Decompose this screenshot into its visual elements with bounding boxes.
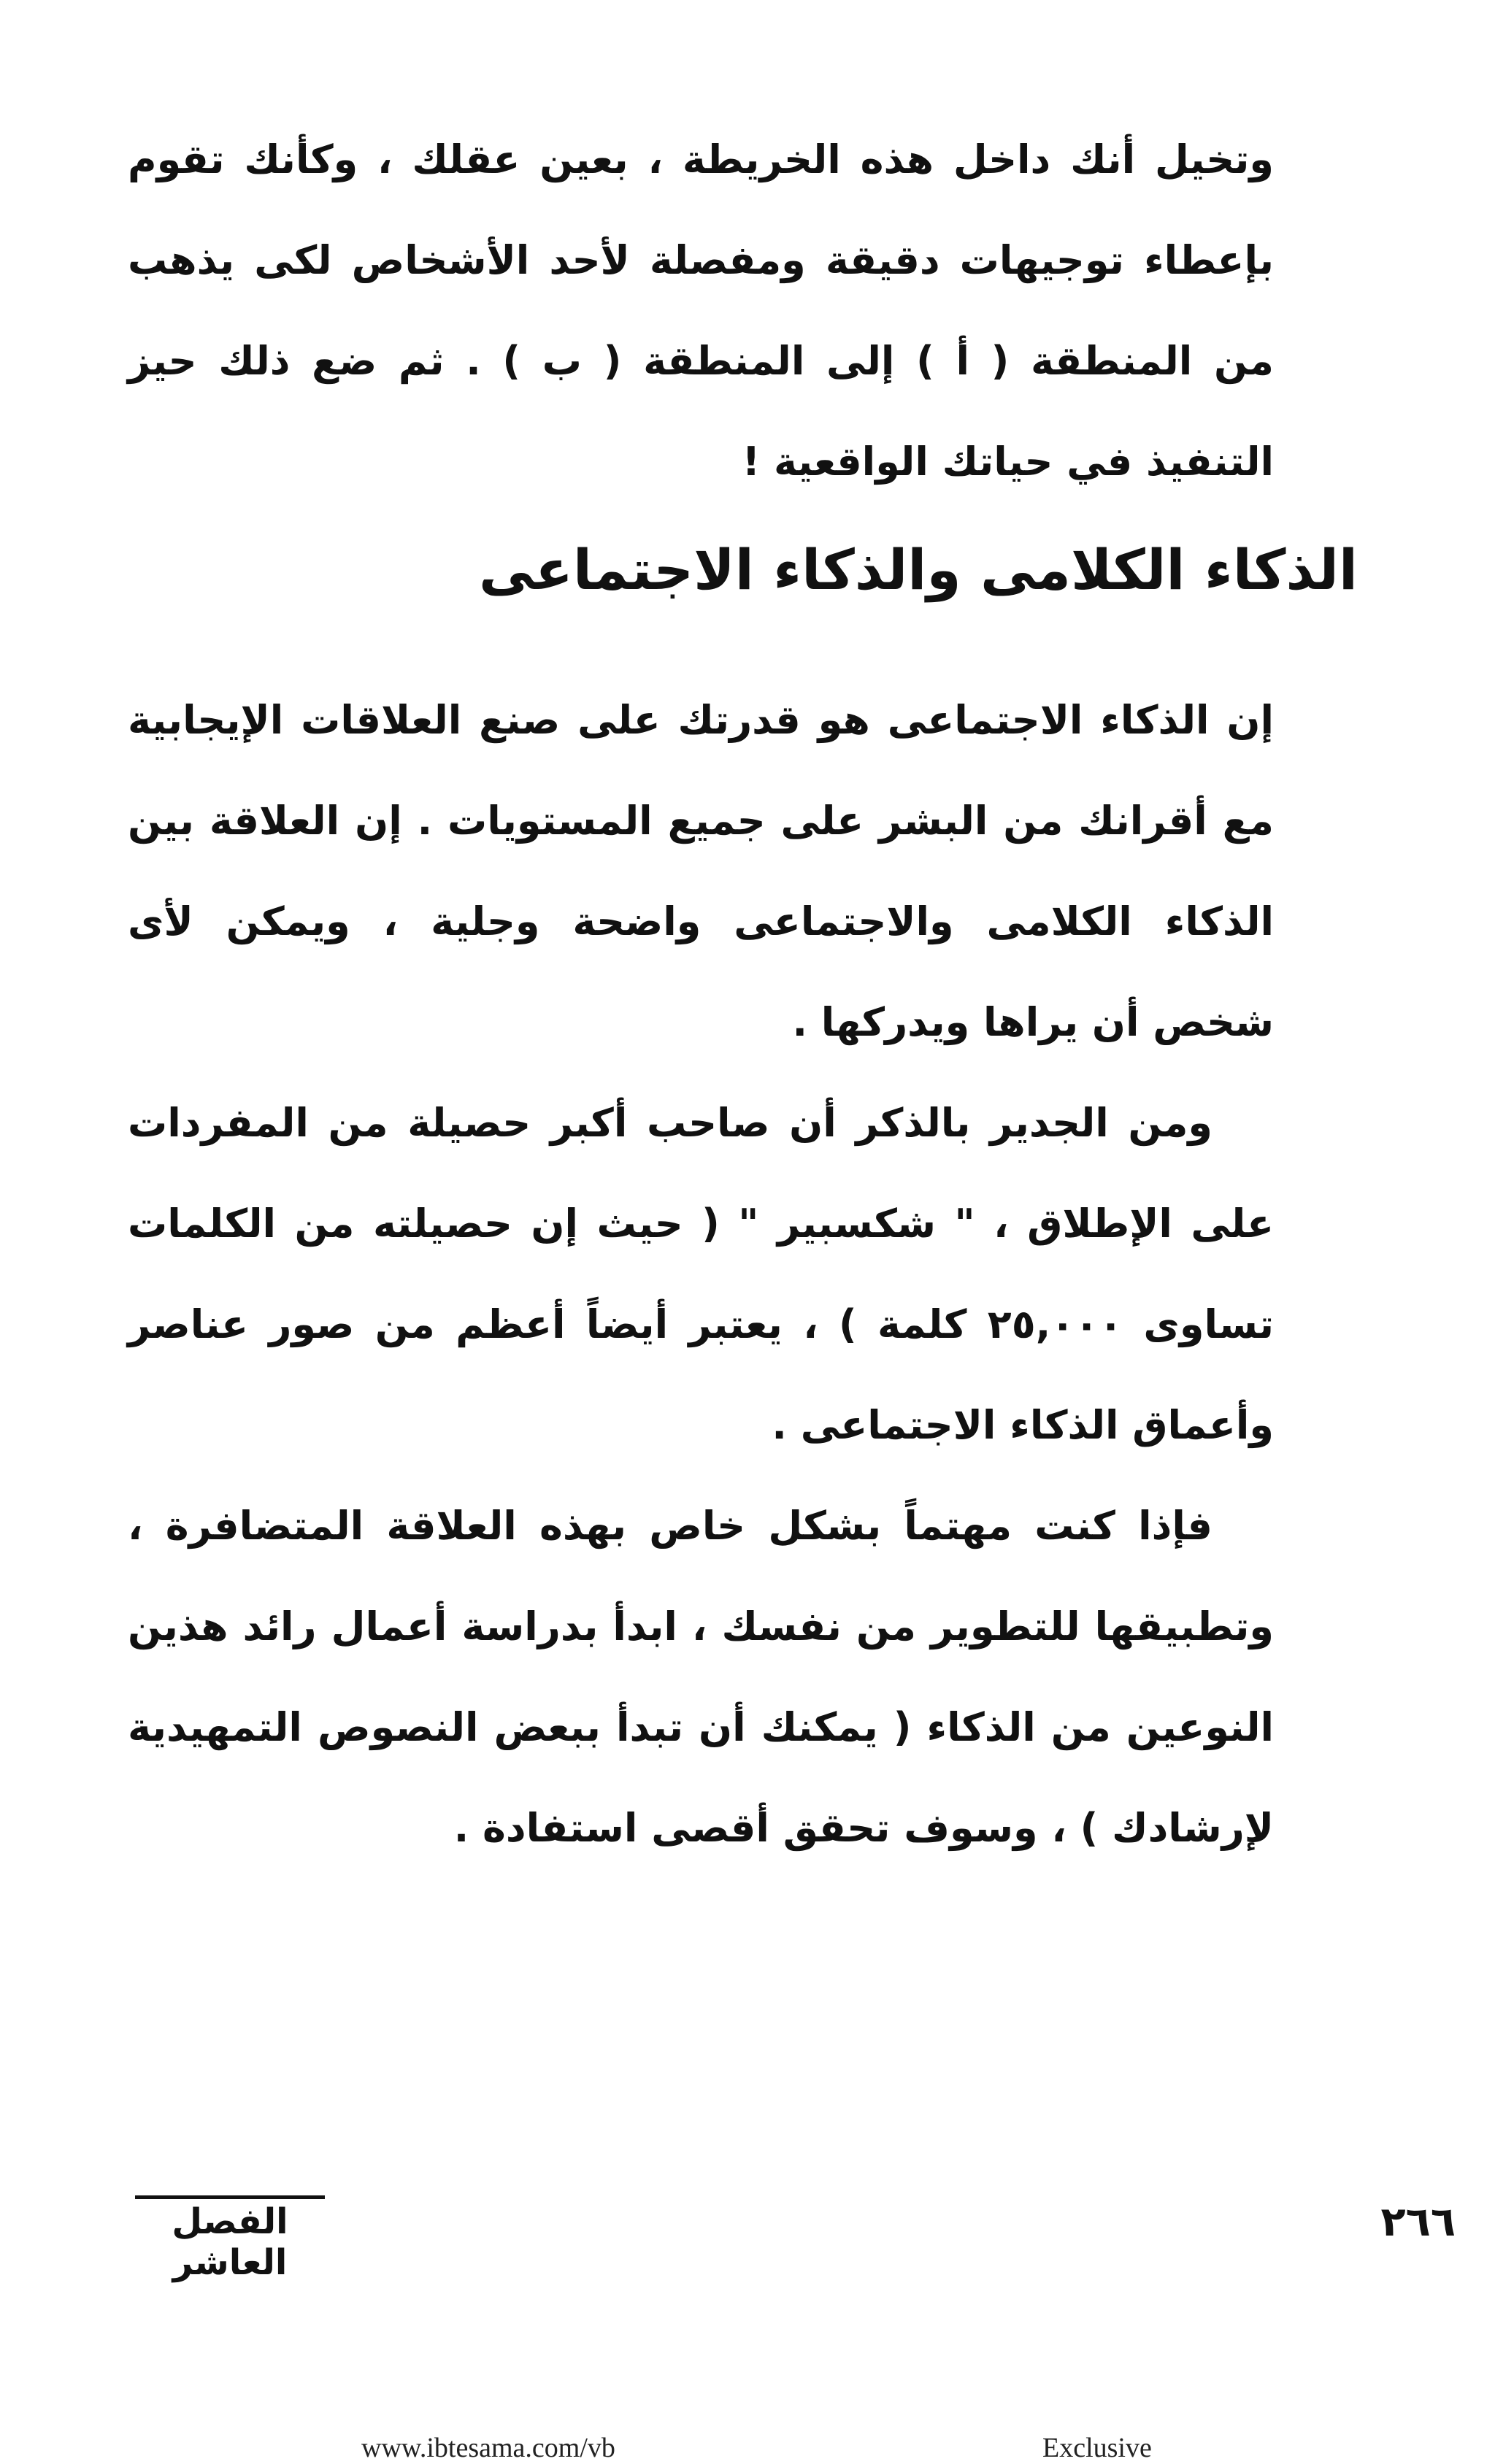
page-number: ٢٦٦ [1380, 2198, 1456, 2246]
section-body [128, 670, 1274, 1879]
site-tag: Exclusive [1042, 2433, 1152, 2463]
intro-paragraph: وتخيل أنك داخل هذه الخريطة ، بعين عقلك ، وكأنك تقوم بإعطاء توجيهات دقيقة ومفصلة لأحد الأشخاص لكى يذهب من المنطقة ( أ ) إلى المنطقة ( ب ) . ثم ضع ذلك حيز التنفيذ في حياتك الواقعية ! [128, 136, 1274, 485]
footer-divider [135, 2195, 325, 2199]
section-heading: الذكاء الكلامى والذكاء الاجتماعى [479, 536, 1358, 602]
body-paragraph-1: إن الذكاء الاجتماعى هو قدرتك على صنع العلاقات الإيجابية مع أقرانك من البشر على جميع المستويات . إن العلاقة بين الذكاء الكلامى والاجتماعى واضحة وجلية ، ويمكن لأى شخص أن يراها ويدركها . [128, 697, 1274, 1045]
site-url: www.ibtesama.com/vb [361, 2433, 615, 2463]
body-paragraph-3: فإذا كنت مهتماً بشكل خاص بهذه العلاقة المتضافرة ، وتطبيقها للتطوير من نفسك ، ابدأ بدراسة أعمال رائد هذين النوعين من الذكاء ( يمكنك أن تبدأ ببعض النصوص التمهيدية لإرشادك ) ، وسوف تحقق أقصى استفادة . [128, 1503, 1274, 1851]
chapter-name: الفصل العاشر [172, 2201, 288, 2283]
body-paragraph-2: ومن الجدير بالذكر أن صاحب أكبر حصيلة من المفردات على الإطلاق ، " شكسبير " ( حيث إن حصيلته من الكلمات تساوى ٢٥,٠٠٠ كلمة ) ، يعتبر أيضاً أعظم من صور عناصر وأعماق الذكاء الاجتماعى . [128, 1100, 1274, 1448]
